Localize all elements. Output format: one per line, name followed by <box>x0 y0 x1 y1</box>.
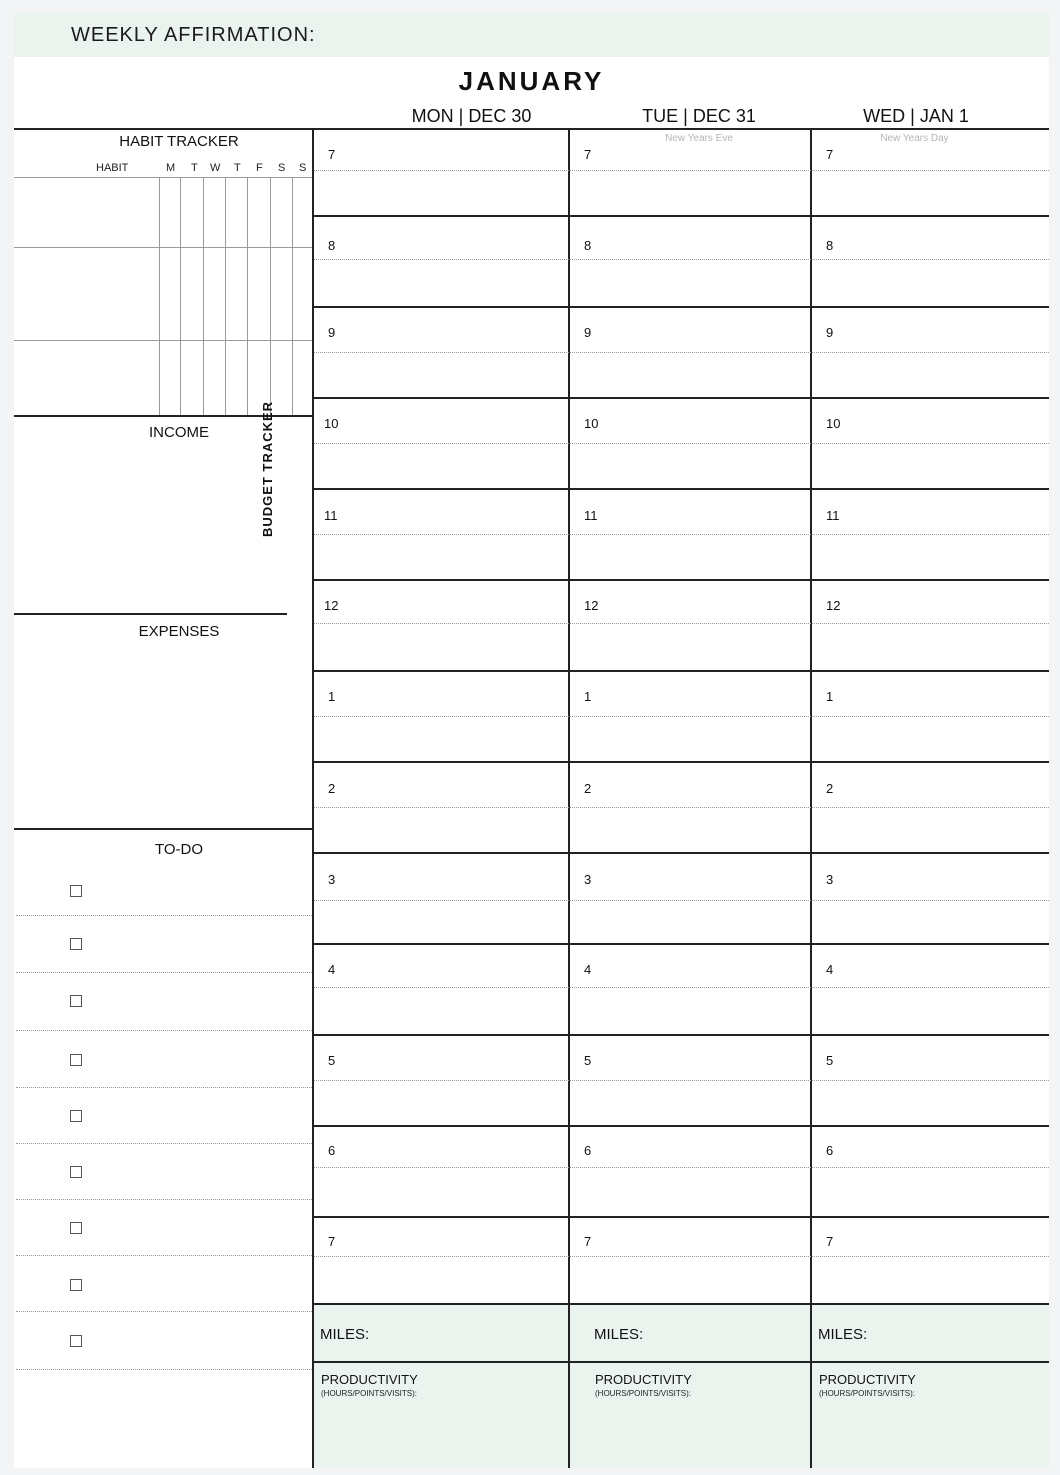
hour-label-tue: 12 <box>584 598 599 613</box>
weekday-sat: S <box>278 162 286 174</box>
habit-column-label: HABIT <box>96 162 129 174</box>
todo-checkbox[interactable] <box>70 1279 82 1291</box>
half-hour-line <box>314 900 1049 901</box>
column-divider <box>810 1303 812 1468</box>
expenses-title: EXPENSES <box>138 623 220 640</box>
hour-label-wed: 11 <box>826 508 840 523</box>
todo-title: TO-DO <box>154 841 204 858</box>
hour-label-tue: 10 <box>584 416 599 431</box>
half-hour-line <box>314 716 1049 717</box>
half-hour-line <box>314 807 1049 808</box>
hour-row-rule <box>314 488 1049 490</box>
half-hour-line <box>314 443 1049 444</box>
hour-label-wed: 10 <box>826 416 841 431</box>
habit-row-line <box>14 177 312 178</box>
hour-label-tue: 1 <box>584 689 592 704</box>
half-hour-line <box>314 1080 1049 1081</box>
hour-row-rule <box>314 943 1049 945</box>
hour-row-rule <box>314 670 1049 672</box>
half-hour-line <box>314 1167 1049 1168</box>
hour-label-mon: 11 <box>324 508 338 523</box>
sidebar-rule <box>14 613 287 615</box>
todo-line <box>16 1311 312 1312</box>
todo-checkbox[interactable] <box>70 1335 82 1347</box>
hour-row-rule <box>314 852 1049 854</box>
habit-row-line <box>14 340 312 341</box>
hour-label-wed: 7 <box>826 1234 834 1249</box>
planner-page <box>14 12 1049 1468</box>
weekday-tue: T <box>191 162 198 174</box>
hour-label-tue: 4 <box>584 962 592 977</box>
todo-line <box>16 1087 312 1088</box>
habit-grid-line <box>180 177 181 415</box>
hour-row-rule <box>314 306 1049 308</box>
weekday-sun: S <box>299 162 307 174</box>
hour-label-wed: 12 <box>826 598 841 613</box>
hour-label-mon: 5 <box>328 1053 336 1068</box>
hour-label-tue: 11 <box>584 508 598 523</box>
todo-checkbox[interactable] <box>70 1222 82 1234</box>
hour-label-mon: 2 <box>328 781 336 796</box>
hour-label-wed: 4 <box>826 962 834 977</box>
hour-label-tue: 5 <box>584 1053 592 1068</box>
habit-grid-line <box>292 177 293 415</box>
hour-label-wed: 1 <box>826 689 834 704</box>
todo-line <box>16 1255 312 1256</box>
weekday-thu: T <box>234 162 241 174</box>
hour-label-mon: 10 <box>324 416 339 431</box>
todo-checkbox[interactable] <box>70 1166 82 1178</box>
todo-line <box>16 1143 312 1144</box>
miles-label-tue: MILES: <box>594 1326 644 1343</box>
hour-label-mon: 3 <box>328 872 336 887</box>
hour-row-rule <box>314 1216 1049 1218</box>
habit-grid-line <box>203 177 204 415</box>
todo-checkbox[interactable] <box>70 1054 82 1066</box>
hour-label-mon: 8 <box>328 238 336 253</box>
hour-label-mon: 9 <box>328 325 336 340</box>
holiday-note-wed: New Years Day <box>880 133 949 144</box>
hour-label-wed: 5 <box>826 1053 834 1068</box>
weekday-mon: M <box>166 162 176 174</box>
half-hour-line <box>314 170 1049 171</box>
hour-label-wed: 8 <box>826 238 834 253</box>
productivity-label-tue: PRODUCTIVITY <box>595 1372 692 1387</box>
hour-label-mon: 6 <box>328 1143 336 1158</box>
half-hour-line <box>314 1256 1049 1257</box>
hour-label-mon: 12 <box>324 598 339 613</box>
hour-label-tue: 7 <box>584 147 592 162</box>
hour-label-mon: 7 <box>328 147 336 162</box>
hour-label-mon: 1 <box>328 689 336 704</box>
income-title: INCOME <box>149 424 209 441</box>
hour-label-wed: 3 <box>826 872 834 887</box>
half-hour-line <box>314 987 1049 988</box>
todo-checkbox[interactable] <box>70 995 82 1007</box>
footer-rule <box>312 1303 1049 1305</box>
half-hour-line <box>314 352 1049 353</box>
hour-label-tue: 7 <box>584 1234 592 1249</box>
day-header-mon: MON | DEC 30 <box>411 106 532 126</box>
habit-grid-line <box>225 177 226 415</box>
hour-label-tue: 8 <box>584 238 592 253</box>
miles-label-wed: MILES: <box>818 1326 868 1343</box>
hour-label-wed: 7 <box>826 147 834 162</box>
hour-row-rule <box>314 761 1049 763</box>
footer-rule <box>312 1361 1049 1363</box>
affirmation-label: WEEKLY AFFIRMATION: <box>71 24 316 46</box>
column-divider <box>810 128 812 1468</box>
day-header-tue: TUE | DEC 31 <box>642 106 756 126</box>
todo-line <box>16 1199 312 1200</box>
todo-checkbox[interactable] <box>70 938 82 950</box>
todo-line <box>16 1369 312 1370</box>
half-hour-line <box>314 534 1049 535</box>
hour-label-tue: 3 <box>584 872 592 887</box>
hour-label-wed: 9 <box>826 325 834 340</box>
header-rule <box>14 128 1049 130</box>
hour-row-rule <box>314 1034 1049 1036</box>
productivity-label-wed: PRODUCTIVITY <box>819 1372 916 1387</box>
month-title: JANUARY <box>458 66 605 96</box>
day-header-wed: WED | JAN 1 <box>863 106 969 126</box>
column-divider <box>568 1303 570 1468</box>
productivity-sub-mon: (HOURS/POINTS/VISITS): <box>321 1389 418 1398</box>
habit-grid-line <box>159 177 160 415</box>
affirmation-banner <box>14 12 1049 57</box>
hour-label-mon: 4 <box>328 962 336 977</box>
productivity-sub-tue: (HOURS/POINTS/VISITS): <box>595 1389 692 1398</box>
holiday-note-tue: New Years Eve <box>665 133 733 144</box>
productivity-label-mon: PRODUCTIVITY <box>321 1372 418 1387</box>
hour-label-wed: 2 <box>826 781 834 796</box>
miles-label-mon: MILES: <box>320 1326 370 1343</box>
hour-label-tue: 9 <box>584 325 592 340</box>
weekday-wed: W <box>210 162 221 174</box>
sidebar-divider <box>312 128 314 1468</box>
habit-row-line <box>14 247 312 248</box>
todo-line <box>16 915 312 916</box>
hour-row-rule <box>314 215 1049 217</box>
hour-row-rule <box>314 579 1049 581</box>
todo-line <box>16 1030 312 1031</box>
todo-checkbox[interactable] <box>70 1110 82 1122</box>
todo-checkbox[interactable] <box>70 885 82 897</box>
hour-row-rule <box>314 1125 1049 1127</box>
habit-grid-line <box>247 177 248 415</box>
column-divider <box>568 128 570 1468</box>
habit-tracker-title: HABIT TRACKER <box>119 133 239 150</box>
todo-line <box>16 972 312 973</box>
half-hour-line <box>314 259 1049 260</box>
hour-label-tue: 2 <box>584 781 592 796</box>
productivity-sub-wed: (HOURS/POINTS/VISITS): <box>819 1389 916 1398</box>
half-hour-line <box>314 623 1049 624</box>
weekday-fri: F <box>256 162 263 174</box>
hour-label-wed: 6 <box>826 1143 834 1158</box>
hour-label-mon: 7 <box>328 1234 336 1249</box>
hour-row-rule <box>314 397 1049 399</box>
budget-tracker-label: BUDGET TRACKER <box>260 400 275 537</box>
sidebar-rule <box>14 828 312 830</box>
hour-label-tue: 6 <box>584 1143 592 1158</box>
